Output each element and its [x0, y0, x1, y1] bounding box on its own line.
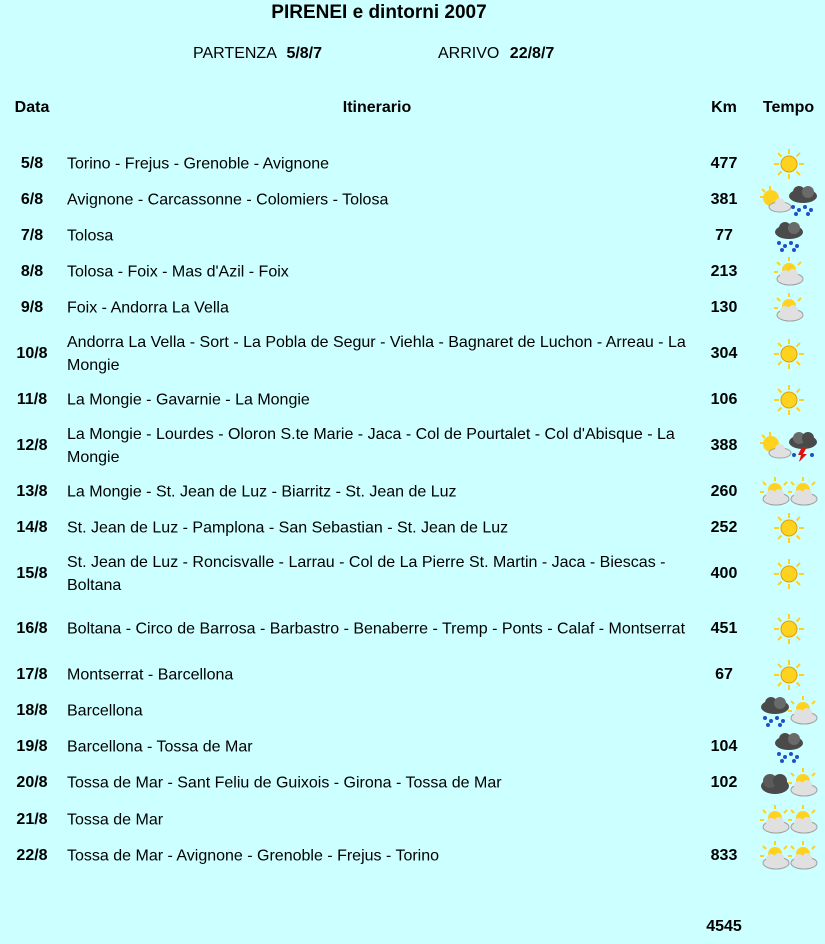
row-route: Montserrat - Barcellona: [67, 666, 234, 684]
header-route: Itinerario: [342, 99, 412, 116]
row-route: St. Jean de Luz - Roncisvalle - Larrau - Col de La Pierre St. Martin - Jaca - Biescas - Boltana: [67, 554, 666, 594]
row-route: Tossa de Mar: [67, 811, 164, 829]
row-weather: [752, 288, 825, 328]
row-route: Tossa de Mar - Sant Feliu de Guixois - Girona - Tossa de Mar: [67, 774, 502, 792]
row-km: 477: [710, 155, 738, 172]
departure: [193, 45, 322, 63]
row-route: Andorra La Vella - Sort - La Pobla de Segur - Viehla - Bagnaret de Luchon - Arreau - La Mongie: [67, 334, 686, 374]
table-row: [0, 503, 825, 553]
row-route: La Mongie - St. Jean de Luz - Biarritz - St. Jean de Luz: [67, 483, 457, 501]
departure-value: 5/8/7: [286, 45, 323, 62]
row-date: 10/8: [16, 345, 48, 362]
row-weather: [752, 334, 825, 374]
row-date: 12/8: [16, 437, 48, 454]
row-route: La Mongie - Gavarnie - La Mongie: [67, 391, 310, 409]
row-route: Torino - Frejus - Grenoble - Avignone: [67, 155, 330, 173]
row-date: 9/8: [20, 299, 44, 316]
row-km: 260: [710, 483, 738, 500]
arrival-label: ARRIVO: [438, 45, 500, 62]
row-date: 17/8: [16, 666, 48, 683]
table-row: [0, 831, 825, 881]
row-km: 104: [710, 738, 738, 755]
row-km: 77: [715, 227, 733, 244]
row-date: 13/8: [16, 483, 48, 500]
row-weather: [752, 426, 825, 466]
row-km: 451: [710, 620, 738, 637]
table-row: [0, 283, 825, 333]
row-date: 8/8: [20, 263, 44, 280]
row-date: 6/8: [20, 191, 44, 208]
table-row: [0, 604, 825, 654]
sun-icon: [772, 557, 806, 591]
row-km: 67: [715, 666, 733, 683]
row-km: 130: [710, 299, 738, 316]
row-route: Tossa de Mar - Avignone - Grenoble - Frejus - Torino: [67, 847, 440, 865]
cloud-sun-icon: [786, 839, 820, 873]
row-km: 388: [710, 437, 738, 454]
sun-icon: [772, 383, 806, 417]
row-weather: [752, 508, 825, 548]
row-date: 11/8: [16, 391, 48, 408]
row-route: Tolosa - Foix - Mas d'Azil - Foix: [67, 263, 289, 281]
table-row: [0, 421, 825, 471]
sun-icon: [772, 511, 806, 545]
row-route: La Mongie - Lourdes - Oloron S.te Marie - Jaca - Col de Pourtalet - Col d'Abisque - La Mongie: [67, 426, 675, 466]
row-date: 16/8: [16, 620, 48, 637]
row-km: 213: [710, 263, 738, 280]
row-route: Tolosa: [67, 227, 114, 245]
header-km: Km: [711, 99, 737, 116]
row-weather: [752, 836, 825, 876]
row-date: 5/8: [20, 155, 44, 172]
row-date: 18/8: [16, 702, 48, 719]
header-date: Data: [14, 99, 50, 116]
row-date: 14/8: [16, 519, 48, 536]
row-date: 20/8: [16, 774, 48, 791]
sun-icon: [772, 612, 806, 646]
sun-icon: [772, 337, 806, 371]
row-route: Barcellona: [67, 702, 143, 720]
row-weather: [752, 554, 825, 594]
row-route: St. Jean de Luz - Pamplona - San Sebastian - St. Jean de Luz: [67, 519, 509, 537]
row-date: 15/8: [16, 565, 48, 582]
row-weather: [752, 380, 825, 420]
row-route: Boltana - Circo de Barrosa - Barbastro - Benaberre - Tremp - Ponts - Calaf - Montserrat: [67, 620, 686, 638]
total-km: 4545: [706, 918, 742, 935]
cloud-sun-icon: [772, 291, 806, 325]
table-row: [0, 549, 825, 599]
row-km: 106: [710, 391, 738, 408]
row-date: 21/8: [16, 811, 48, 828]
table-row: [0, 329, 825, 379]
header-weather: Tempo: [762, 99, 815, 116]
storm-cloud-icon: [786, 429, 820, 463]
row-date: 7/8: [20, 227, 44, 244]
row-km: 381: [710, 191, 738, 208]
row-route: Avignone - Carcassonne - Colomiers - Tolosa: [67, 191, 389, 209]
arrival: [438, 45, 554, 63]
row-km: 304: [710, 345, 738, 362]
arrival-value: 22/8/7: [509, 45, 555, 62]
row-km: 833: [710, 847, 738, 864]
table-row: [0, 375, 825, 425]
row-date: 22/8: [16, 847, 48, 864]
row-route: Barcellona - Tossa de Mar: [67, 738, 253, 756]
row-route: Foix - Andorra La Vella: [67, 299, 229, 317]
row-km: 102: [710, 774, 738, 791]
row-date: 19/8: [16, 738, 48, 755]
row-weather: [752, 609, 825, 649]
departure-label: PARTENZA: [193, 45, 276, 62]
page-title: PIRENEI e dintorni 2007: [271, 2, 487, 23]
row-km: 252: [710, 519, 738, 536]
row-km: 400: [710, 565, 738, 582]
